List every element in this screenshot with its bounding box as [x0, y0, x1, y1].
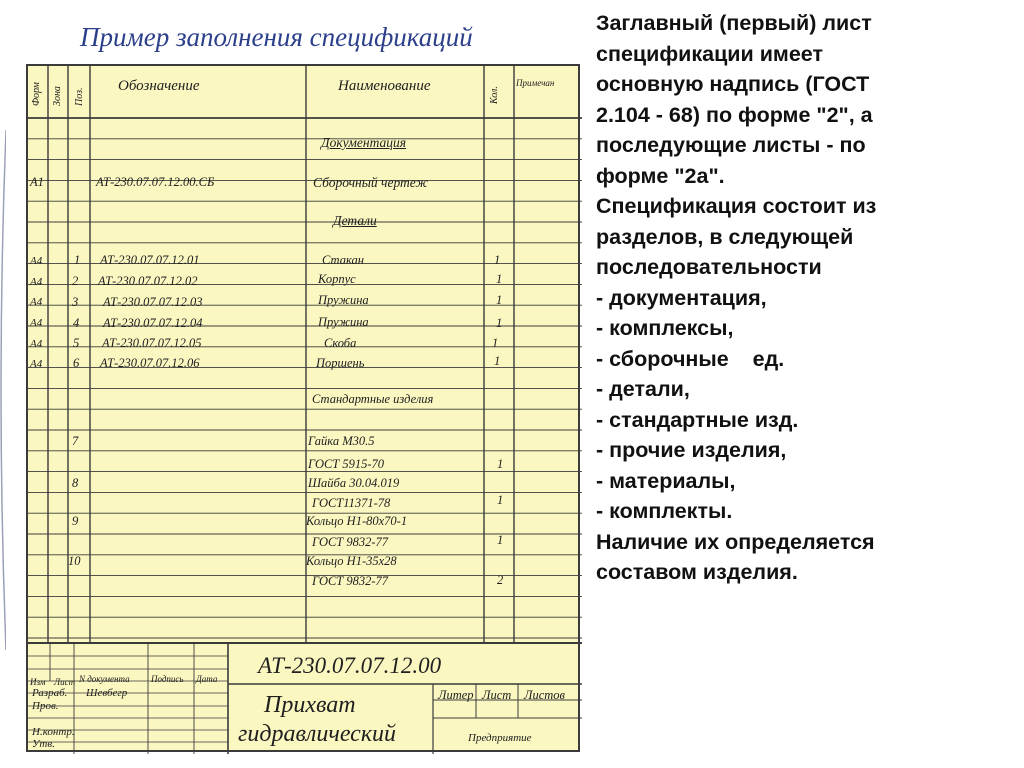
description-line: последующие листы - по [596, 133, 866, 157]
detail-pos: 3 [72, 295, 79, 309]
tb-col-izm: Изм [30, 677, 46, 687]
description-line: спецификации имеет [596, 41, 823, 66]
detail-pos: 5 [73, 336, 80, 350]
detail-name: Корпус [318, 272, 356, 286]
table-grid [28, 66, 582, 754]
tb-col-sign: Подпись [151, 674, 184, 684]
standard-qty: 1 [497, 457, 504, 471]
description-line: - детали, [596, 377, 690, 401]
detail-format: А4 [30, 255, 43, 267]
standard-gost: ГОСТ11371-78 [312, 496, 391, 510]
tb-company: Предприятие [468, 732, 532, 744]
header-zone: Зона [52, 86, 63, 106]
doc-format: А1 [30, 175, 44, 189]
description-line: Спецификация состоит из [596, 194, 877, 218]
title-block-name-line1: Прихват [264, 692, 356, 718]
detail-pos: 1 [74, 253, 81, 267]
detail-format: А4 [30, 338, 43, 350]
description-line: Наличие их определяется [596, 529, 875, 554]
specification-sheet [26, 64, 580, 752]
header-note: Примечан [516, 78, 555, 88]
description-line: Заглавный (первый) лист [596, 11, 872, 35]
standard-name: Кольцо Н1-80х70-1 [306, 514, 408, 528]
decorative-arc [0, 130, 6, 650]
title-block-name-line2: гидравлический [238, 721, 397, 747]
tb-row-prov: Пров. [32, 700, 59, 712]
standard-qty: 2 [497, 573, 504, 587]
detail-name: Пружина [318, 315, 369, 329]
section-documentation: Документация [321, 135, 407, 150]
tb-litera: Литер [438, 688, 474, 702]
standard-pos: 8 [72, 476, 79, 490]
detail-name: Поршень [316, 356, 365, 370]
detail-format: А4 [30, 358, 43, 370]
tb-col-ndoc: N документа [79, 674, 130, 684]
description-text [596, 8, 1016, 588]
detail-qty: 1 [494, 253, 501, 267]
doc-name: Сборочный чертеж [313, 175, 428, 190]
header-format: Форм [31, 82, 42, 106]
detail-format: А4 [30, 296, 43, 308]
standard-gost: ГОСТ 5915-70 [308, 457, 385, 471]
description-line: форме "2а". [596, 163, 725, 188]
standard-pos: 7 [72, 434, 79, 448]
detail-name: Скоба [324, 336, 357, 350]
detail-qty: 1 [496, 293, 503, 307]
detail-qty: 1 [496, 316, 503, 330]
tb-listov: Листов [524, 688, 565, 702]
detail-designation: АТ-230.07.07.12.01 [100, 253, 200, 267]
detail-designation: АТ-230.07.07.12.05 [102, 336, 202, 350]
detail-designation: АТ-230.07.07.12.03 [103, 295, 203, 309]
doc-designation: АТ-230.07.07.12.00.СБ [96, 175, 215, 189]
section-details: Детали [333, 213, 377, 228]
description-line: - стандартные изд. [596, 407, 799, 432]
detail-pos: 2 [72, 274, 79, 288]
standard-pos: 9 [72, 514, 79, 528]
description-line: последовательности [596, 255, 822, 279]
description-line: - комплекты. [596, 499, 733, 523]
standard-gost: ГОСТ 9832-77 [312, 535, 389, 549]
description-line: основную надпись (ГОСТ [596, 72, 870, 96]
description-line: - сборочные ед. [596, 346, 785, 371]
standard-qty: 1 [497, 533, 504, 547]
standard-name: Гайка М30.5 [308, 434, 375, 448]
header-name: Наименование [338, 78, 431, 94]
header-qty: Кол. [489, 86, 500, 104]
tb-row-razrab: Разраб. [32, 687, 68, 699]
detail-format: А4 [30, 317, 43, 329]
standard-name: Шайба 30.04.019 [308, 476, 400, 490]
description-line: - комплексы, [596, 316, 734, 340]
tb-col-date: Дата [196, 674, 218, 684]
standard-name: Кольцо Н1-35х28 [306, 554, 397, 568]
section-standard: Стандартные изделия [312, 392, 434, 406]
tb-row-utv: Утв. [32, 738, 55, 750]
detail-name: Стакан [322, 253, 364, 267]
standard-gost: ГОСТ 9832-77 [312, 574, 389, 588]
detail-qty: 1 [494, 354, 501, 368]
detail-name: Пружина [318, 293, 369, 307]
header-pos: Поз. [74, 87, 85, 106]
tb-razrab-name: Шевбегр [86, 687, 128, 699]
description-line: составом изделия. [596, 560, 798, 584]
detail-designation: АТ-230.07.07.12.06 [100, 356, 200, 370]
detail-format: А4 [30, 276, 43, 288]
description-line: 2.104 - 68) по форме "2", а [596, 102, 873, 127]
tb-row-nkontr: Н.контр. [32, 726, 75, 738]
description-line: - материалы, [596, 468, 736, 493]
description-line: разделов, в следующей [596, 224, 854, 249]
detail-pos: 6 [73, 356, 80, 370]
detail-designation: АТ-230.07.07.12.04 [103, 316, 203, 330]
detail-qty: 1 [496, 272, 503, 286]
description-line: - прочие изделия, [596, 438, 787, 462]
detail-designation: АТ-230.07.07.12.02 [98, 274, 198, 288]
tb-list: Лист [482, 688, 512, 702]
title-block-doc-number: АТ-230.07.07.12.00 [258, 653, 442, 678]
detail-qty: 1 [492, 336, 499, 350]
tb-col-list: Лист [54, 677, 76, 687]
description-line: - документация, [596, 285, 767, 310]
header-designation: Обозначение [118, 78, 200, 94]
page-title: Пример заполнения спецификаций [80, 22, 473, 52]
detail-pos: 4 [73, 316, 80, 330]
standard-qty: 1 [497, 493, 504, 507]
standard-pos: 10 [68, 554, 81, 568]
